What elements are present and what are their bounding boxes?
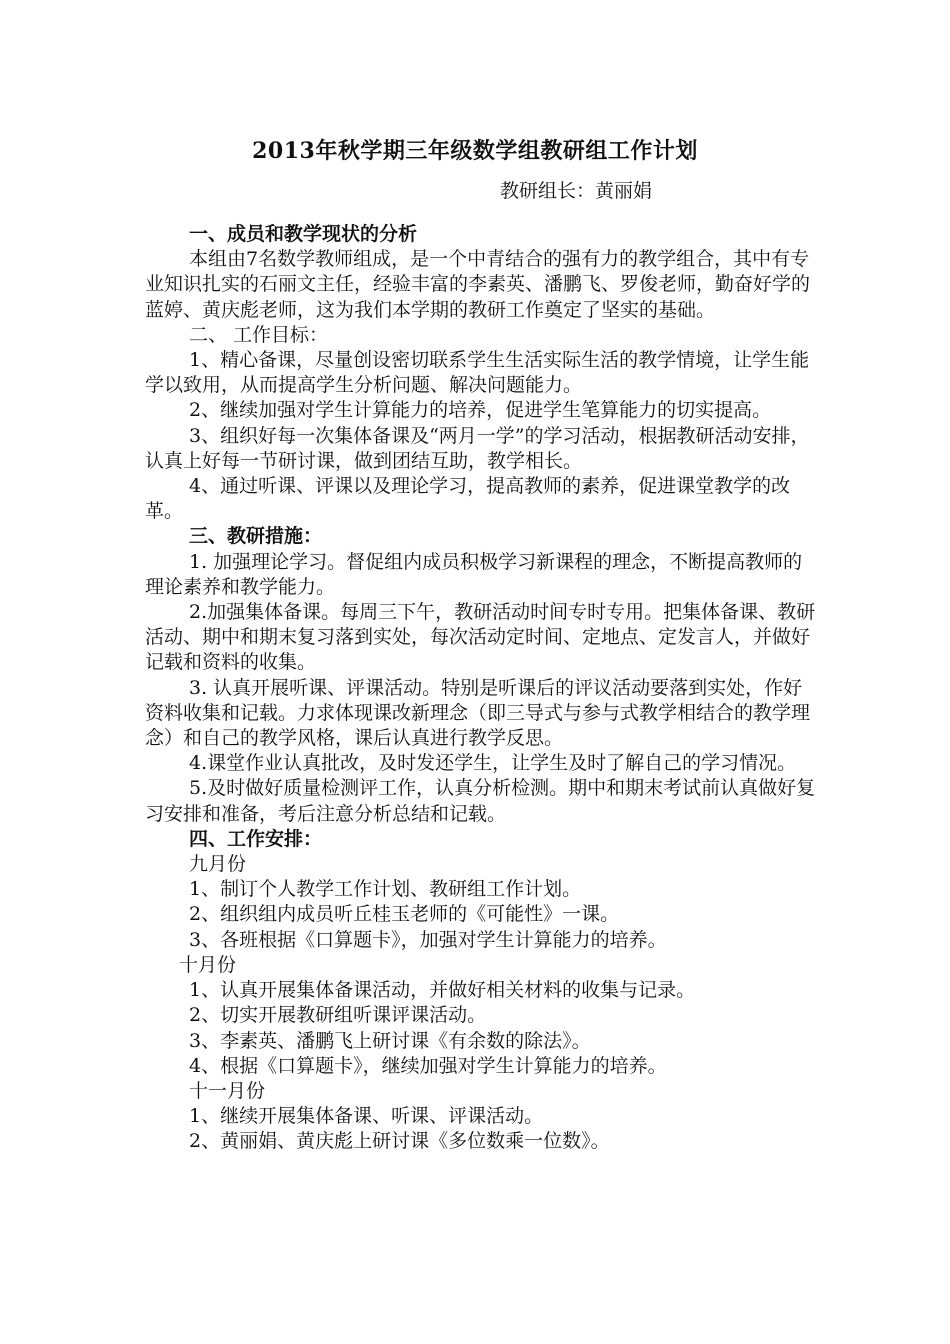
goal-item: 3、组织好每一次集体备课及“两月一学”的学习活动，根据教研活动安排，认真上好每一节研讨课，做到团结互助，教学相长。: [145, 424, 810, 472]
schedule-item: 2、组织组内成员听丘桂玉老师的《可能性》一课。: [189, 903, 620, 926]
group-leader-line: 教研组长：黄丽娟: [500, 180, 653, 202]
document-body: [145, 222, 817, 1155]
schedule-item: 2、切实开展教研组听课评课活动。: [189, 1004, 487, 1027]
document-title: 2013年秋学期三年级数学组教研组工作计划: [252, 138, 698, 164]
goal-item: 1、精心备课，尽量创设密切联系学生生活实际生活的教学情境，让学生能学以致用，从而提高学生分析问题、解决问题能力。: [145, 349, 810, 397]
schedule-item: 1、继续开展集体备课、听课、评课活动。: [189, 1105, 544, 1128]
goal-item: 2、继续加强对学生计算能力的培养，促进学生笔算能力的切实提高。: [189, 399, 772, 422]
section-heading-4: 四、工作安排：: [189, 827, 323, 850]
month-label-november: 十一月份: [189, 1079, 266, 1102]
measure-item: 2.加强集体备课。每周三下午，教研活动时间专时专用。把集体备课、教研活动、期中和期末复习落到实处，每次活动定时间、定地点、定发言人，并做好记载和资料的收集。: [145, 601, 816, 674]
section-heading-3: 三、教研措施：: [189, 525, 323, 548]
section-heading-1: 一、成员和教学现状的分析: [189, 223, 418, 245]
month-label-october: 十月份: [179, 953, 237, 976]
schedule-item: 3、李素英、潘鹏飞上研讨课《有余数的除法》。: [189, 1029, 591, 1052]
schedule-item: 3、各班根据《口算题卡》，加强对学生计算能力的培养。: [189, 928, 667, 951]
measure-item: 4.课堂作业认真批改，及时发还学生，让学生及时了解自己的学习情况。: [189, 752, 797, 775]
goal-item: 4、通过听课、评课以及理论学习，提高教师的素养，促进课堂教学的改革。: [145, 475, 791, 523]
schedule-item: 1、认真开展集体备课活动，并做好相关材料的收集与记录。: [189, 979, 696, 1002]
section-heading-2: 二、 工作目标：: [189, 323, 329, 346]
month-label-september: 九月份: [189, 853, 247, 876]
schedule-item: 4、根据《口算题卡》，继续加强对学生计算能力的培养。: [189, 1054, 667, 1077]
schedule-item: 1、制订个人教学工作计划、教研组工作计划。: [189, 878, 582, 901]
measure-item: 5.及时做好质量检测评工作，认真分析检测。期中和期末考试前认真做好复习安排和准备，考后注意分析总结和记载。: [145, 777, 816, 825]
paragraph-members-analysis: 本组由7名数学教师组成，是一个中青结合的强有力的教学组合，其中有专业知识扎实的石丽文主任，经验丰富的李素英、潘鹏飞、罗俊老师，勤奋好学的蓝婷、黄庆彪老师，这为我们本学期的教研工作奠定了坚实的基础。: [145, 248, 811, 321]
measure-item: 1. 加强理论学习。督促组内成员积极学习新课程的理念，不断提高教师的理论素养和教学能力。: [145, 550, 803, 598]
schedule-item: 2、黄丽娟、黄庆彪上研讨课《多位数乘一位数》。: [189, 1130, 610, 1153]
measure-item: 3. 认真开展听课、评课活动。特别是听课后的评议活动要落到实处，作好资料收集和记载。力求体现课改新理念（即三导式与参与式教学相结合的教学理念）和自己的教学风格，课后认真进行教学反思。: [145, 676, 811, 750]
